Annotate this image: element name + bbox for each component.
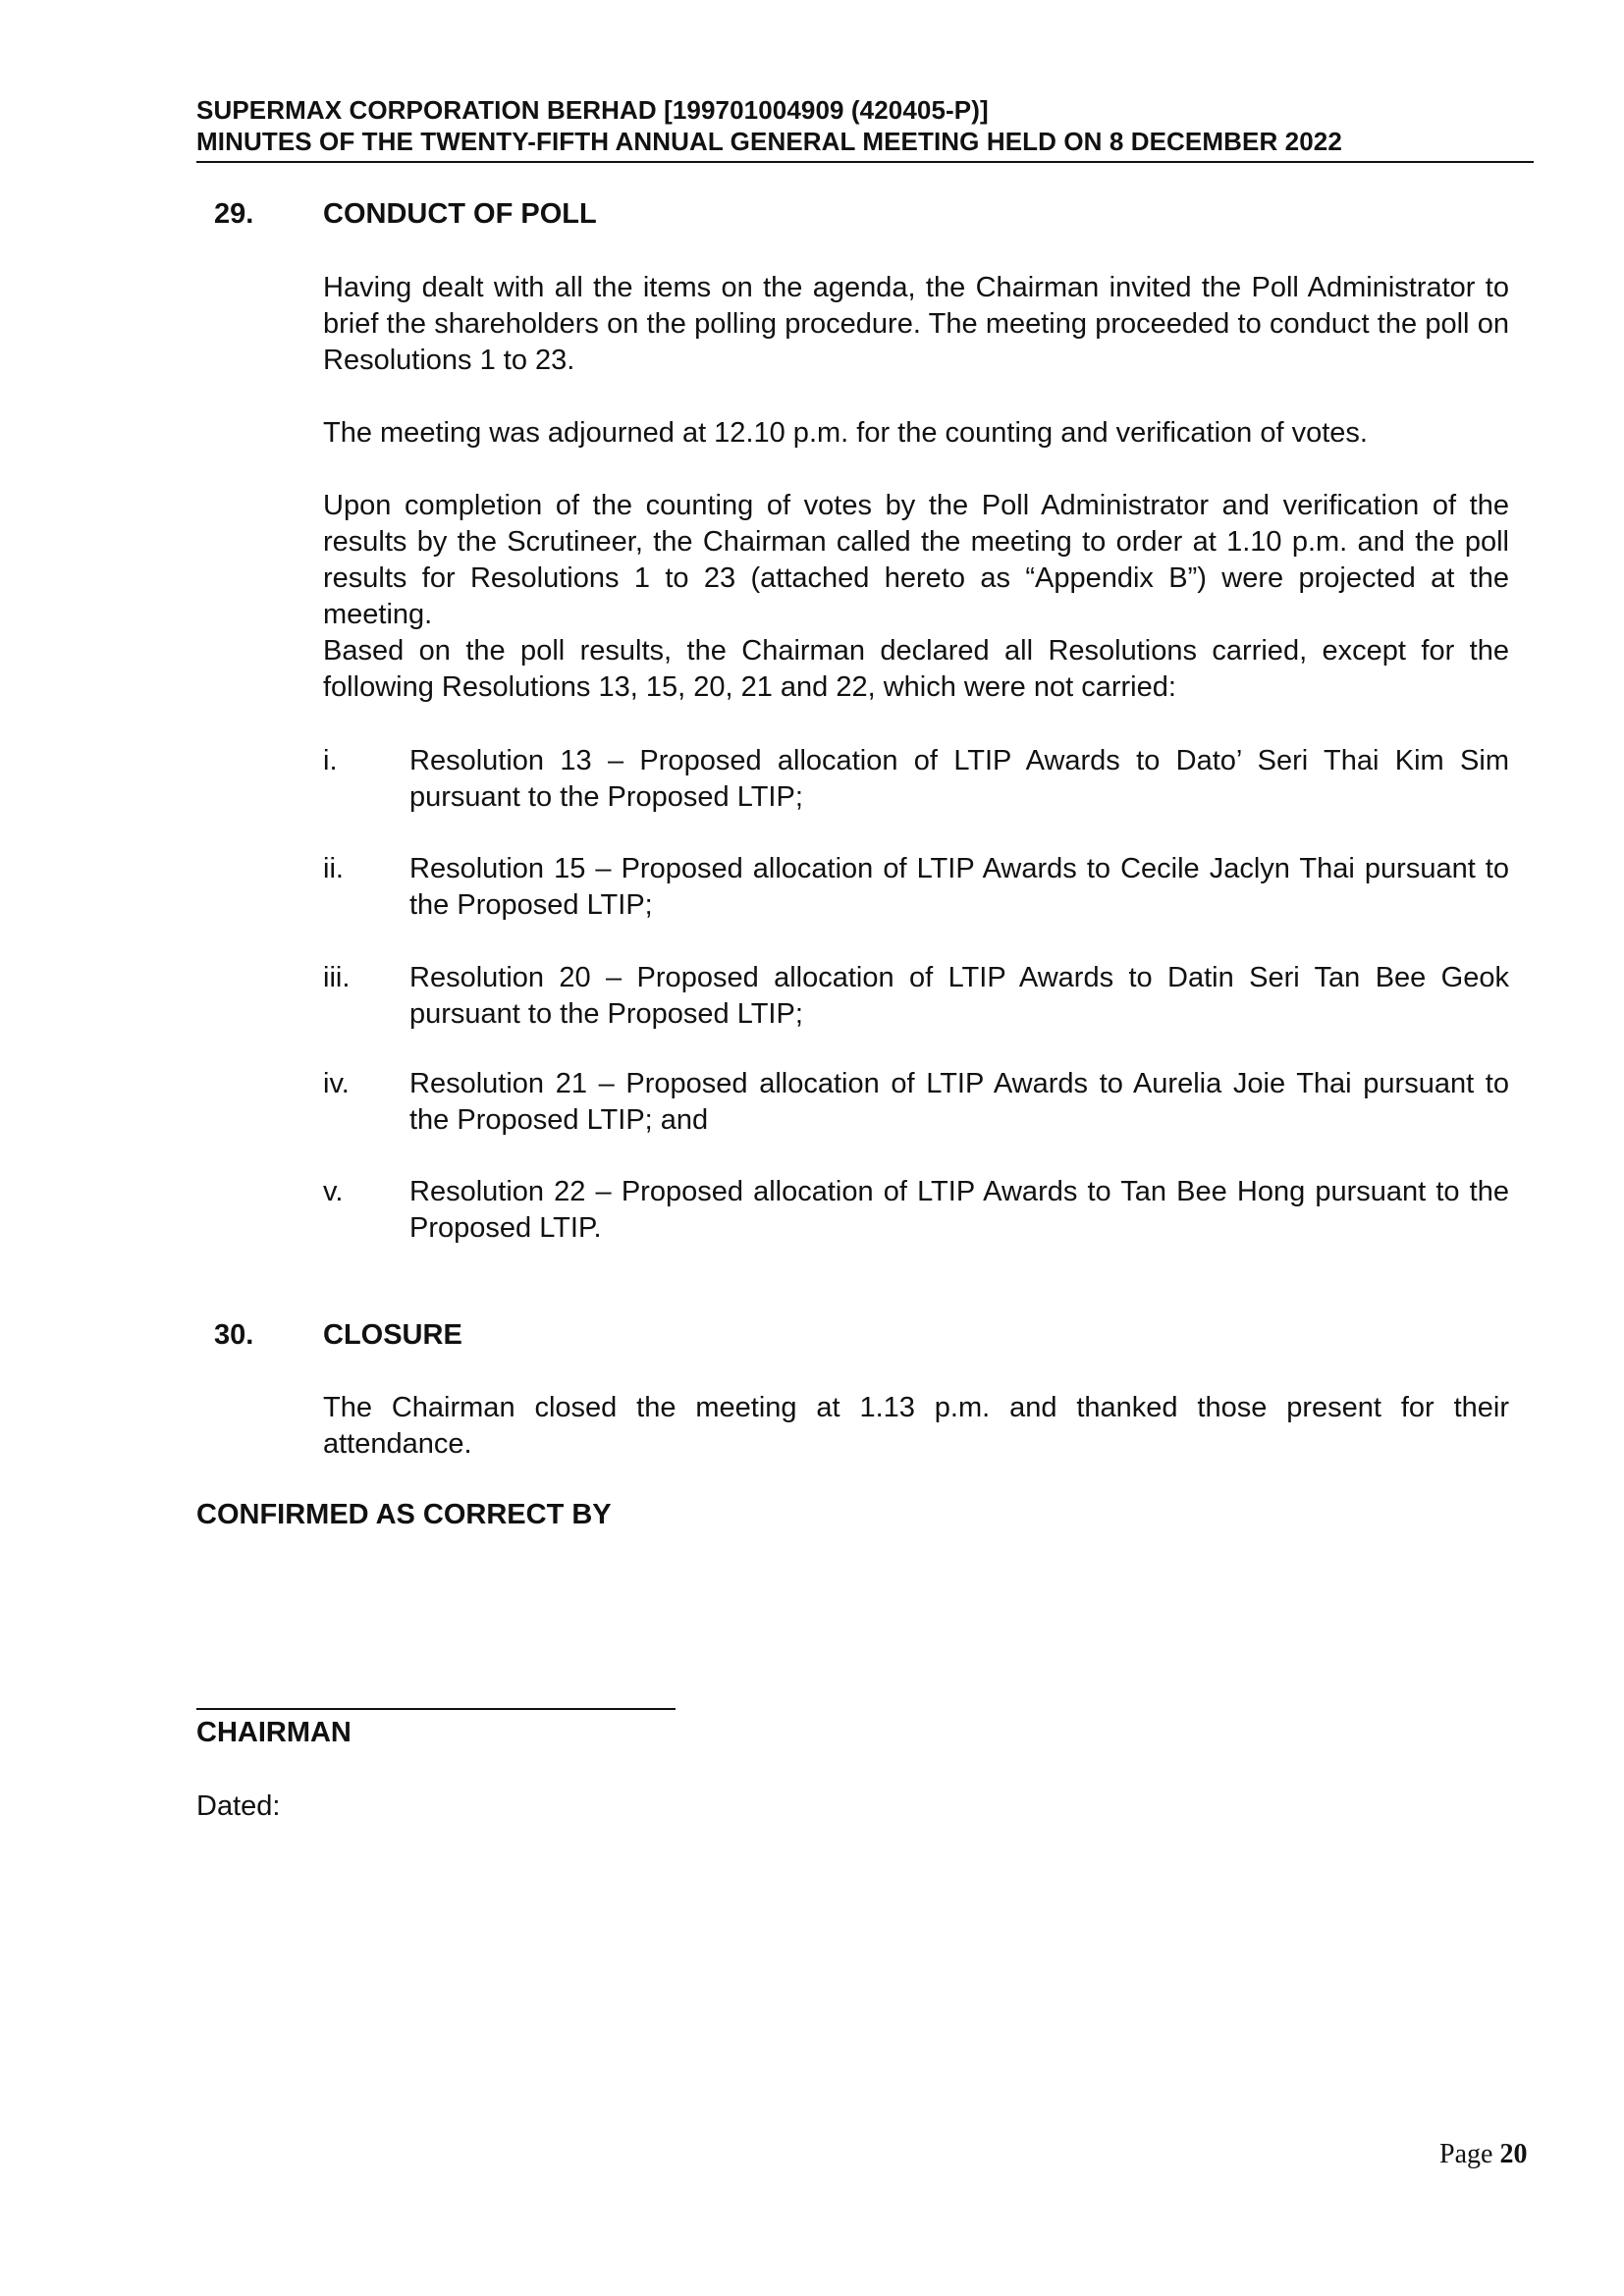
section-30-title: CLOSURE <box>323 1319 462 1351</box>
document-header <box>196 94 1532 157</box>
list-marker-iv: iv. <box>323 1068 350 1099</box>
header-rule <box>196 161 1534 163</box>
confirmed-as-correct-heading: CONFIRMED AS CORRECT BY <box>196 1499 612 1530</box>
list-marker-v: v. <box>323 1176 344 1207</box>
minutes-line: MINUTES OF THE TWENTY-FIFTH ANNUAL GENERAL MEETING HELD ON 8 DECEMBER 2022 <box>196 127 1342 156</box>
section-29-number: 29. <box>214 198 254 230</box>
section-30-paragraph-1: The Chairman closed the meeting at 1.13 p.m. and thanked those present for their attendance. <box>323 1392 1509 1460</box>
page-number-value: 20 <box>1499 2139 1528 2169</box>
section-30-number: 30. <box>214 1319 254 1351</box>
section-29-title: CONDUCT OF POLL <box>323 198 597 230</box>
list-item-resolution-20: Resolution 20 – Proposed allocation of LTIP Awards to Datin Seri Tan Bee Geok pursuant to the Proposed LTIP; <box>409 962 1509 1030</box>
signature-line <box>196 1708 676 1710</box>
section-29-paragraph-4: Based on the poll results, the Chairman declared all Resolutions carried, except for the following Resolutions 13, 15, 20, 21 and 22, which were not carried: <box>323 635 1509 703</box>
list-marker-ii: ii. <box>323 853 344 884</box>
chairman-label: CHAIRMAN <box>196 1717 352 1748</box>
section-29-paragraph-2: The meeting was adjourned at 12.10 p.m. for the counting and verification of votes. <box>323 417 1368 449</box>
section-29-paragraph-3: Upon completion of the counting of votes by the Poll Administrator and verification of the results by the Scrutineer, the Chairman called the meeting to order at 1.10 p.m. and the poll results for Resolutions 1 to 23 (attached hereto as “Appendix B”) were projected at the meeting. <box>323 490 1509 630</box>
list-item-resolution-15: Resolution 15 – Proposed allocation of LTIP Awards to Cecile Jaclyn Thai pursuant to the Proposed LTIP; <box>409 853 1509 921</box>
list-item-resolution-21: Resolution 21 – Proposed allocation of LTIP Awards to Aurelia Joie Thai pursuant to the Proposed LTIP; and <box>409 1068 1509 1136</box>
dated-label: Dated: <box>196 1790 281 1822</box>
list-item-resolution-22: Resolution 22 – Proposed allocation of LTIP Awards to Tan Bee Hong pursuant to the Proposed LTIP. <box>409 1176 1509 1244</box>
list-marker-iii: iii. <box>323 962 351 993</box>
company-line: SUPERMAX CORPORATION BERHAD [199701004909 (420405-P)] <box>196 95 989 125</box>
page-label: Page <box>1439 2139 1493 2169</box>
section-29-paragraph-1: Having dealt with all the items on the agenda, the Chairman invited the Poll Administrator to brief the shareholders on the polling procedure. The meeting proceeded to conduct the poll on Resolutions 1 to 23. <box>323 272 1509 376</box>
page-number <box>1439 2138 1527 2171</box>
list-item-resolution-13: Resolution 13 – Proposed allocation of LTIP Awards to Dato’ Seri Thai Kim Sim pursuant to the Proposed LTIP; <box>409 745 1509 813</box>
list-marker-i: i. <box>323 745 338 776</box>
